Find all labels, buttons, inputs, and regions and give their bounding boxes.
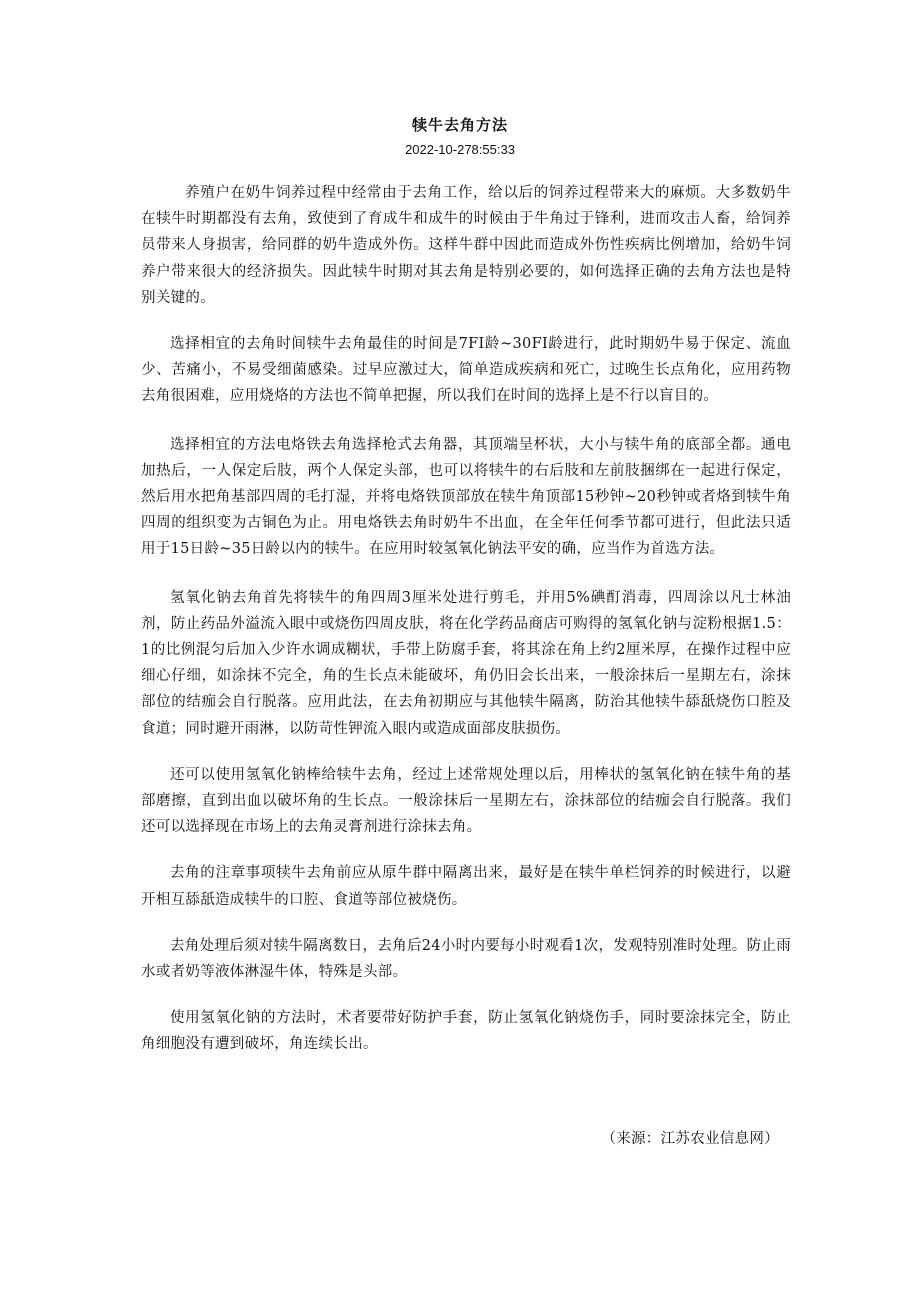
source-attribution: （来源：江苏农业信息网） <box>601 1131 779 1147</box>
document-date: 2022-10-278:55:33 <box>405 142 515 157</box>
paragraph: 使用氢氧化钠的方法时，术者要带好防护手套，防止氢氧化钠烧伤手，同时要涂抹完全，防止角细胞没有遭到破坏，角连续长出。 <box>141 1010 791 1053</box>
paragraph: 养殖户在奶牛饲养过程中经常由于去角工作，给以后的饲养过程带来大的麻烦。大多数奶牛在犊牛时期都没有去角，致使到了育成牛和成牛的时候由于牛角过于锋利，进而攻击人畜，给饲养员带来人身损害，给同群的奶牛造成外伤。这样牛群中因此而造成外伤性疾病比例增加，给奶牛饲养户带来很大的经济损失。因此犊牛时期对其去角是特别必要的，如何选择正确的去角方法也是特别关键的。 <box>141 185 791 306</box>
document-title: 犊牛去角方法 <box>411 116 508 134</box>
paragraph: 去角处理后须对犊牛隔离数日，去角后24小时内要每小时观看1次，发观特别准时处理。防止雨水或者奶等液体淋湿牛体，特殊是头部。 <box>141 937 791 981</box>
paragraph: 还可以使用氢氧化钠棒给犊牛去角，经过上述常规处理以后，用棒状的氢氧化钠在犊牛角的基部磨擦，直到出血以破坏角的生长点。一般涂抹后一星期左右，涂抹部位的结痂会自行脱落。我们还可以选择现在市场上的去角灵膏剂进行涂抹去角。 <box>141 766 791 836</box>
document-body <box>141 180 791 1078</box>
paragraph: 选择相宜的去角时间犊牛去角最佳的时间是7FI龄~30FI龄进行，此时期奶牛易于保定、流血少、苦痛小，不易受细菌感染。过早应激过大，简单造成疾病和死亡，过晚生长点角化，应用药物去角很困难，应用烧烙的方法也不简单把握，所以我们在时间的选择上是不行以盲目的。 <box>141 336 791 405</box>
paragraph: 去角的注章事项犊牛去角前应从原牛群中隔离出来，最好是在犊牛单栏饲养的时候进行，以避开相互舔舐造成犊牛的口腔、食道等部位被烧伤。 <box>141 865 791 908</box>
paragraph: 氢氧化钠去角首先将犊牛的角四周3厘米处进行剪毛，并用5%碘酊消毒，四周涂以凡士林油剂，防止药品外溢流入眼中或烧伤四周皮肤，将在化学药品商店可购得的氢氧化钠与淀粉根据1.5：1的比例混匀后加入少许水调成糊状，手带上防腐手套，将其涂在角上约2厘米厚，在操作过程中应细心仔细，如涂抹不完全，角的生长点未能破坏，角仍旧会长出来，一般涂抹后一星期左右，涂抹部位的结痂会自行脱落。应用此法，在去角初期应与其他犊牛隔离，防治其他犊牛舔舐烧伤口腔及食道；同时避开雨淋，以防苛性钾流入眼内或造成面部皮肤损伤。 <box>141 589 791 737</box>
paragraph: 选择相宜的方法电烙铁去角选择枪式去角器，其顶端呈杯状，大小与犊牛角的底部全都。通电加热后，一人保定后肢，两个人保定头部，也可以将犊牛的右后肢和左前肢捆绑在一起进行保定，然后用水把角基部四周的毛打湿，并将电烙铁顶部放在犊牛角顶部15秒钟~20秒钟或者烙到犊牛角四周的组织变为古铜色为止。用电烙铁去角时奶牛不出血，在全年任何季节都可进行，但此法只适用于15日龄~35日龄以内的犊牛。在应用时较氢氧化钠法平安的确，应当作为首选方法。 <box>141 436 791 558</box>
